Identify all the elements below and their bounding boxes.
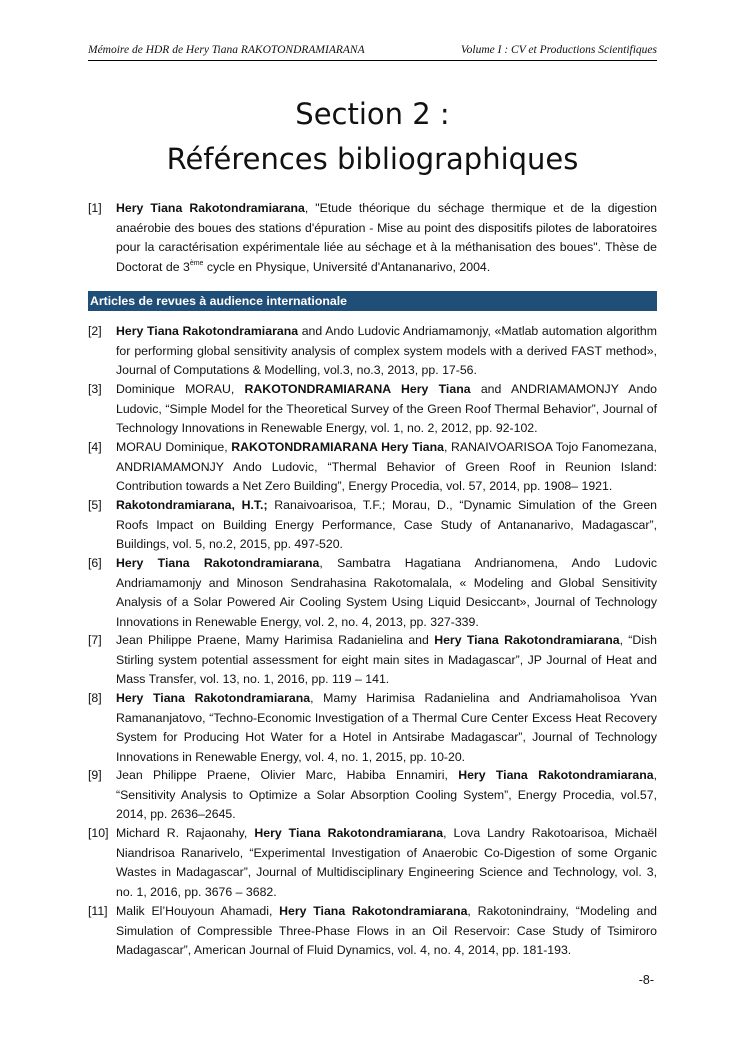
reference-text: Dominique MORAU, RAKOTONDRAMIARANA Hery Tiana and ANDRIAMAMONJY Ando Ludovic, “Simple Model for the Theoretical Survey of the Green Roof Thermal Behavior”, Journal of Technology Innovations in Renewable Energy, vol. 1, no. 2, 2012, pp. 92-102. — [116, 382, 657, 435]
title-line-1: Section 2 : — [295, 97, 450, 131]
page-number: -8- — [638, 973, 654, 987]
reference-text: Hery Tiana Rakotondramiarana, Mamy Harimisa Radanielina and Andriamaholisoa Yvan Ramananjatovo, “Techno-Economic Investigation of a Thermal Cure Center Excess Heat Recovery System for Producing Hot Water for a Hotel in Antsirabe Madagascar”, Journal of Technology Innovations in Renewable Energy, vol. 4, no. 1, 2015, pp. 10-20. — [116, 691, 657, 764]
reference-item — [88, 554, 657, 632]
running-header — [88, 44, 657, 61]
reference-number: [7] — [88, 633, 102, 647]
reference-item — [88, 902, 657, 961]
reference-item — [88, 631, 657, 690]
reference-item — [88, 689, 657, 767]
reference-author-bold: Hery Tiana Rakotondramiarana — [116, 556, 320, 570]
reference-number: [5] — [88, 498, 102, 512]
reference-text: Hery Tiana Rakotondramiarana and Ando Ludovic Andriamamonjy, «Matlab automation algorithm for performing global sensitivity analysis of complex system models with a derived FAST method», Journal of Computations & Modelling, vol.3, no.3, 2013, pp. 17-56. — [116, 324, 657, 377]
reference-number: [11] — [88, 904, 108, 918]
reference-author-bold: RAKOTONDRAMIARANA Hery Tiana — [231, 440, 444, 454]
reference-text: MORAU Dominique, RAKOTONDRAMIARANA Hery Tiana, RANAIVOARISOA Tojo Fanomezana, ANDRIAMAMONJY Ando Ludovic, “Thermal Behavior of Green Roof in Reunion Island: Contribution towards a Net Zero Building”, Energy Procedia, vol. 57, 2014, pp. 1908– 1921. — [116, 440, 657, 493]
reference-author-bold: Hery Tiana Rakotondramiarana — [116, 324, 299, 338]
reference-text: Jean Philippe Praene, Olivier Marc, Habiba Ennamiri, Hery Tiana Rakotondramiarana, “Sensitivity Analysis to Optimize a Solar Absorption Cooling System”, Energy Procedia, vol.57, 2014, pp. 2636–2645. — [116, 768, 657, 821]
reference-author-bold: Rakotondramiarana, H.T.; — [116, 498, 268, 512]
reference-author-bold: Hery Tiana Rakotondramiarana — [458, 768, 654, 782]
reference-author-bold: RAKOTONDRAMIARANA Hery Tiana — [244, 382, 471, 396]
reference-number: [10] — [88, 826, 109, 840]
reference-item — [88, 322, 657, 381]
reference-text: Michard R. Rajaonahy, Hery Tiana Rakotondramiarana, Lova Landry Rakotoarisoa, Michaël Niandrisoa Ranarivelo, “Experimental Investigation of Anaerobic Co-Digestion of some Organic Wastes in Madagascar”, Journal of Multidisciplinary Engineering Science and Technology, vol. 3, no. 1, 2016, pp. 3676 – 3682. — [116, 826, 658, 899]
reference-number: [9] — [88, 768, 102, 782]
header-right: Volume I : CV et Productions Scientifiques — [460, 44, 657, 56]
reference-text: Rakotondramiarana, H.T.; Ranaivoarisoa, T.F.; Morau, D., “Dynamic Simulation of the Green Roofs Impact on Building Energy Performance, Case Study of Antananarivo, Madagascar”, Buildings, vol. 5, no.2, 2015, pp. 497-520. — [116, 498, 657, 551]
section-heading-bar: Articles de revues à audience internationale — [88, 291, 657, 311]
header-left: Mémoire de HDR de Hery Tiana RAKOTONDRAMIARANA — [88, 44, 365, 56]
reference-number: [1] — [88, 201, 102, 215]
reference-item — [88, 380, 657, 439]
reference-author-bold: Hery Tiana Rakotondramiarana — [116, 691, 311, 705]
reference-number: [2] — [88, 324, 102, 338]
reference-number: [8] — [88, 691, 102, 705]
reference-text: Malik El’Houyoun Ahamadi, Hery Tiana Rakotondramiarana, Rakotonindrainy, “Modeling and Simulation of Compressible Three-Phase Flows in an Oil Reservoir: Case Study of Tsimiroro Madagascar”, American Journal of Fluid Dynamics, vol. 4, no. 4, 2014, pp. 181-193. — [116, 904, 658, 957]
reference-item — [88, 824, 657, 902]
reference-item — [88, 438, 657, 497]
reference-text: Hery Tiana Rakotondramiarana, Sambatra Hagatiana Andrianomena, Ando Ludovic Andriamamonjy and Minoson Sendrahasina Rakotomalala, « Modeling and Global Sensitivity Analysis of a Solar Powered Air Cooling System Using Liquid Desiccant», Journal of Technology Innovations in Renewable Energy, vol. 2, no. 4, 2013, pp. 327-339. — [116, 556, 657, 629]
reference-text: Jean Philippe Praene, Mamy Harimisa Radanielina and Hery Tiana Rakotondramiarana, “Dish Stirling system potential assessment for eight main sites in Madagascar”, JP Journal of Heat and Mass Transfer, vol. 13, no. 1, 2016, pp. 119 – 141. — [116, 633, 657, 686]
reference-number: [4] — [88, 440, 102, 454]
reference-item — [88, 496, 657, 555]
reference-author-bold: Hery Tiana Rakotondramiarana — [279, 904, 468, 918]
superscript: ème — [189, 259, 204, 267]
reference-author-bold: Hery Tiana Rakotondramiarana — [254, 826, 444, 840]
reference-item — [88, 766, 657, 825]
page-title — [88, 92, 657, 182]
reference-number: [3] — [88, 382, 102, 396]
reference-item — [88, 199, 657, 277]
reference-author-bold: Hery Tiana Rakotondramiarana — [116, 201, 305, 215]
reference-number: [6] — [88, 556, 102, 570]
title-line-2: Références bibliographiques — [166, 141, 579, 176]
reference-author-bold: Hery Tiana Rakotondramiarana — [434, 633, 620, 647]
reference-text: Hery Tiana Rakotondramiarana, "Etude théorique du séchage thermique et de la digestion anaérobie des boues des stations d'épuration - Mise au point des dispositifs pilotes de laboratoires pour la caractérisation expérimentale liée au séchage et à la méthanisation des boues". Thèse de Doctorat de 3ème cycle en Physique, Université d'Antananarivo, 2004. — [116, 201, 657, 274]
